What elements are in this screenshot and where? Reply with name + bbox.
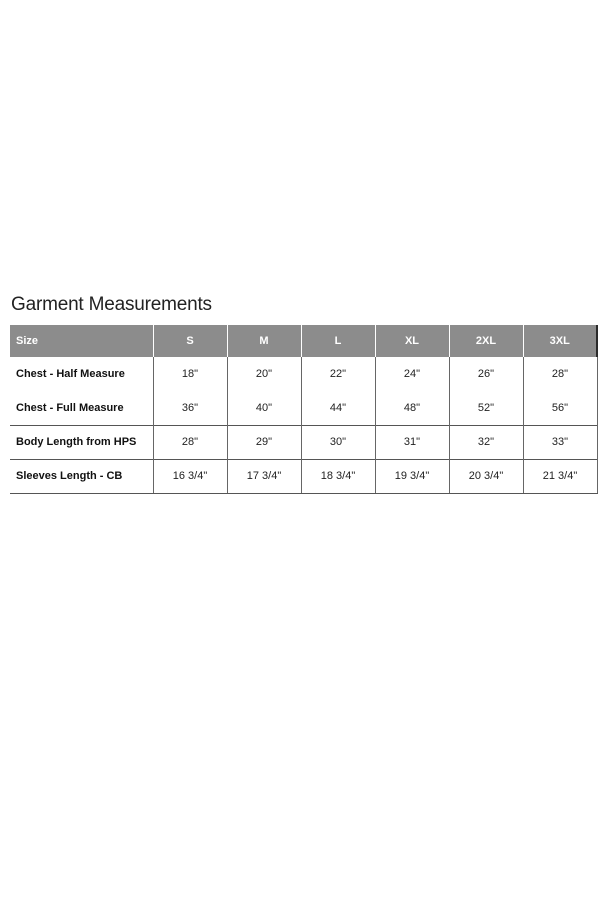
table-cell: 44": [301, 391, 375, 425]
table-cell: 32": [449, 425, 523, 459]
table-cell: 29": [227, 425, 301, 459]
table-cell: 20": [227, 357, 301, 391]
table-cell: 52": [449, 391, 523, 425]
row-label: Sleeves Length - CB: [10, 459, 153, 493]
size-header-3xl: 3XL: [523, 325, 597, 357]
size-header-xl: XL: [375, 325, 449, 357]
table-cell: 21 3/4": [523, 459, 597, 493]
table-cell: 48": [375, 391, 449, 425]
table-cell: 40": [227, 391, 301, 425]
table-cell: 36": [153, 391, 227, 425]
row-label: Chest - Full Measure: [10, 391, 153, 425]
table-cell: 26": [449, 357, 523, 391]
table-cell: 18": [153, 357, 227, 391]
table-row: [10, 357, 597, 391]
size-header-l: L: [301, 325, 375, 357]
table-cell: 30": [301, 425, 375, 459]
row-label: Body Length from HPS: [10, 425, 153, 459]
table-cell: 56": [523, 391, 597, 425]
table-cell: 28": [523, 357, 597, 391]
table-cell: 28": [153, 425, 227, 459]
size-header-2xl: 2XL: [449, 325, 523, 357]
table-row: [10, 391, 597, 425]
size-header-label: Size: [10, 325, 153, 357]
table-cell: 17 3/4": [227, 459, 301, 493]
table-cell: 22": [301, 357, 375, 391]
page-title: Garment Measurements: [11, 294, 212, 315]
table-cell: 19 3/4": [375, 459, 449, 493]
table-cell: 33": [523, 425, 597, 459]
row-label: Chest - Half Measure: [10, 357, 153, 391]
table-cell: 24": [375, 357, 449, 391]
table-row: [10, 425, 597, 459]
table-cell: 20 3/4": [449, 459, 523, 493]
table-cell: 16 3/4": [153, 459, 227, 493]
table-row: [10, 459, 597, 493]
size-header-s: S: [153, 325, 227, 357]
table-cell: 31": [375, 425, 449, 459]
size-header-m: M: [227, 325, 301, 357]
table-cell: 18 3/4": [301, 459, 375, 493]
header-row: [10, 325, 597, 357]
size-chart-table: [10, 325, 598, 494]
